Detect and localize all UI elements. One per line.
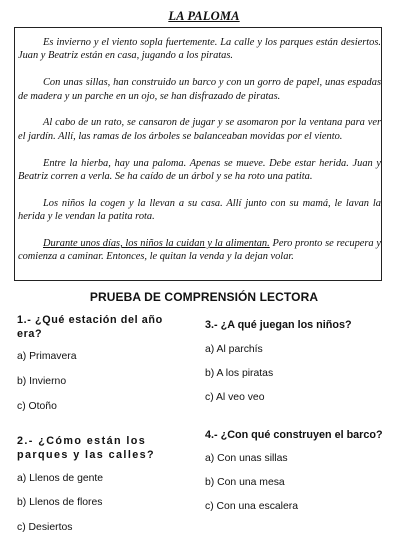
question-4: 4.- ¿Con qué construyen el barco? bbox=[205, 429, 383, 441]
q3-option-a: a) Al parchís bbox=[205, 344, 263, 355]
story-paragraph-4: Entre la hierba, hay una paloma. Apenas se mueve. Debe estar herida. Juan y Beatriz corren a verla. Se ha caído de un árbol y se ha roto una patita. bbox=[18, 157, 381, 183]
q1-option-b: b) Invierno bbox=[17, 376, 67, 387]
q1-option-a: a) Primavera bbox=[17, 351, 77, 362]
q4-option-b: b) Con una mesa bbox=[205, 477, 285, 488]
q4-option-a: a) Con unas sillas bbox=[205, 453, 288, 464]
story-paragraph-3: Al cabo de un rato, se cansaron de jugar y se asomaron por la ventana para ver el jardín. Allí, las ramas de los árboles se balanceaban movidas por el viento. bbox=[18, 117, 381, 142]
question-1: 1.- ¿Qué estación del año era? bbox=[17, 314, 163, 340]
q4-option-c: c) Con una escalera bbox=[205, 501, 298, 512]
story-paragraph-6-underlined: Durante unos días, los niños la cuidan y la alimentan. bbox=[43, 238, 270, 250]
quiz-title: PRUEBA DE COMPRENSIÓN LECTORA bbox=[89, 290, 319, 304]
story-paragraph-5: Los niños la cogen y la llevan a su casa. Allí junto con su mamá, le lavan la herida y le vendan la patita rota. bbox=[18, 197, 381, 223]
question-2: 2.- ¿Cómo están los parques y las calles? bbox=[17, 435, 156, 461]
q2-option-a: a) Llenos de gente bbox=[17, 473, 104, 484]
q3-option-b: b) A los piratas bbox=[205, 368, 274, 379]
q2-option-c: c) Desiertos bbox=[17, 522, 73, 533]
q3-option-c: c) Al veo veo bbox=[205, 392, 265, 403]
story-paragraph-2: Con unas sillas, han construido un barco y con un gorro de papel, unas espadas de madera y un parche en un ojo, se han disfrazado de piratas. bbox=[18, 77, 381, 102]
story-paragraph-6-rest: Pero pronto se recupera y comienza a caminar. Entonces, le quitan la venda y la dejan volar. bbox=[18, 238, 381, 263]
q2-option-b: b) Llenos de flores bbox=[17, 497, 103, 508]
story-paragraph-6 bbox=[18, 237, 381, 264]
q1-option-c: c) Otoño bbox=[17, 401, 57, 412]
story-paragraph-1: Es invierno y el viento sopla fuertemente. La calle y los parques están desiertos. Juan y Beatriz están en casa, jugando a los piratas. bbox=[18, 37, 381, 62]
story-box bbox=[14, 27, 382, 281]
question-3: 3.- ¿A qué juegan los niños? bbox=[205, 319, 352, 331]
story-title: LA PALOMA bbox=[168, 9, 240, 23]
